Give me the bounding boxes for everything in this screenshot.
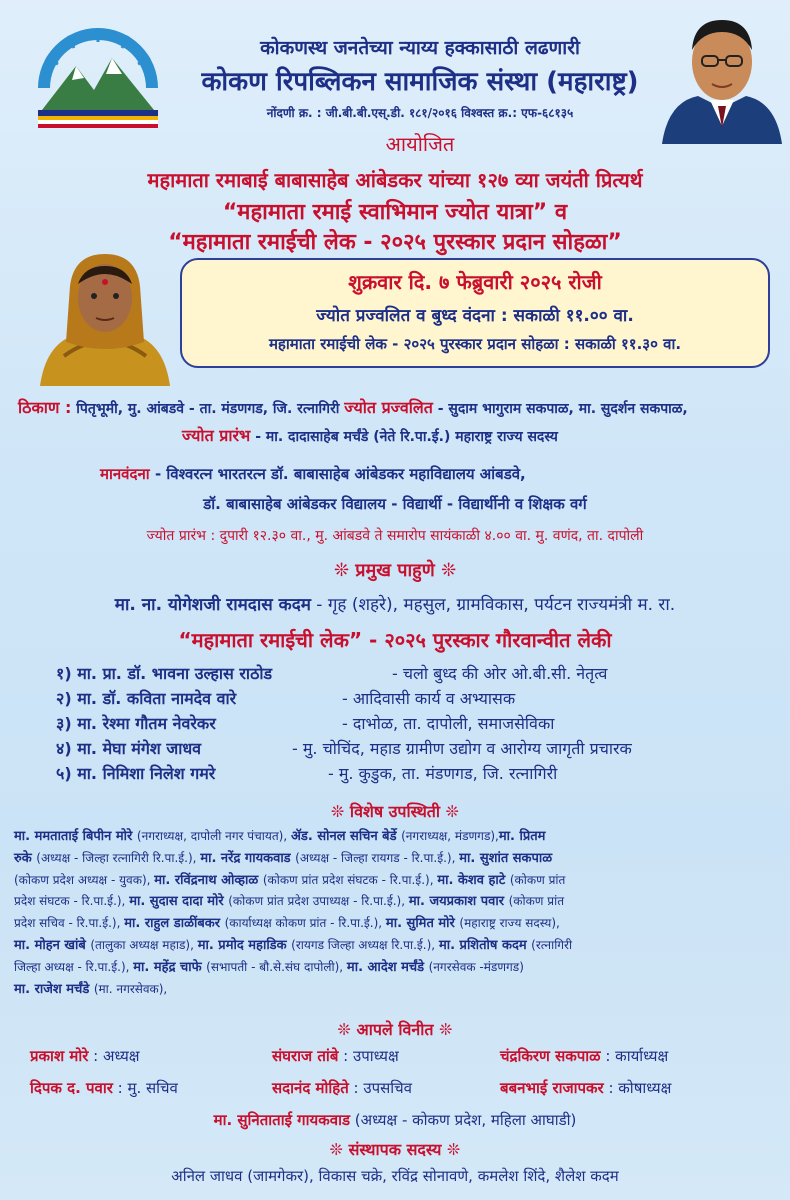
guest-name: मा. सुमित मोरे [385,916,460,932]
venue-line1 [18,396,688,418]
awardees-heading: “महामाता रमाईची लेक” - २०२५ पुरस्कार गौरवान्वीत लेकी [178,628,612,652]
team-member [500,1046,668,1066]
awardee-desc: - आदिवासी कार्य व अभ्यासक [342,689,516,708]
guest-name: मा. प्रशितोष कदम [438,937,532,953]
guest-designation: (महाराष्ट्र राज्य सदस्य), [459,916,560,931]
member-name: प्रकाश मोरे [30,1047,89,1065]
event-title-line1: महामाता रमाबाई बाबासाहेब आंबेडकर यांच्या १२७ व्या जयंती प्रित्यर्थ [147,168,643,192]
manvandana-line1 [100,464,526,484]
team-member [30,1046,140,1066]
guest-name: मा. राजेश मर्चंडे [14,981,94,997]
jyot-start-text: - मा. दादासाहेब मर्चंडे (नेते रि.पा.ई.) महाराष्ट्र राज्य सदस्य [255,429,558,445]
awardee-item [56,662,786,687]
star-icon: ❊ [441,1140,461,1159]
member-role: : कार्याध्यक्ष [605,1047,669,1065]
women-wing-name: मा. सुनिताताई गायकवाड [213,1111,350,1129]
special-guest-line [14,957,780,979]
schedule-line2: महामाता रमाईची लेक - २०२५ पुरस्कार प्रदान सोहळा : सकाळी ११.३० वा. [268,335,682,353]
awardee-item [56,687,786,712]
star-icon: ❊ [337,1020,357,1039]
awardee-name: ४) मा. मेघा मंगेश जाधव [56,739,202,758]
awardee-name: २) मा. डॉ. कविता नामदेव वारे [56,689,237,708]
event-title-line3: “महामाता रमाईची लेक - २०२५ पुरस्कार प्रदान सोहळा” [168,230,622,255]
guest-designation: (नगरसेवक -मंडणगड) [428,959,524,974]
guest-designation: (नगराध्यक्ष, दापोली नगर पंचायत), [136,829,291,843]
special-guest-line [14,913,780,935]
member-name: चंद्रकिरण सकपाळ [500,1047,601,1065]
guest-designation: (नगराध्यक्ष, मंडणगड), [401,829,499,843]
special-guests [14,826,780,1000]
awardee-desc: - दाभोळ, ता. दापोली, समाजसेविका [342,714,555,733]
route-line: ज्योत प्रारंभ : दुपारी १२.३० वा., मु. आंबडवे ते समारोप सायंकाळी ४.०० वा. मु. वणंद, ता. दापोली [146,528,644,544]
event-title-line2: “महामाता रमाई स्वाभिमान ज्योत यात्रा” व [222,200,568,225]
guest-designation: (मा. नगरसेवक), [93,981,168,996]
team-heading: आपले विनीत [356,1020,434,1039]
special-guest-line [14,870,780,892]
star-icon: ❊ [330,802,350,821]
manvandana-label: मानवंदना [100,465,150,483]
manvandana-text1: - विश्वरत्न भारतरत्न डॉ. बाबासाहेब आंबेडकर महाविद्यालय आंबडवे, [154,465,526,483]
team-member [272,1046,399,1066]
organised-label: आयोजित [385,132,455,156]
guest-name: मा. रविंद्रनाथ ओव्हाळ [154,872,263,888]
guest-designation: (तालुका अध्यक्ष महाड), [90,937,198,952]
member-name: दिपक द. पवार [30,1079,113,1097]
special-heading-row [0,800,790,822]
awardee-name: ५) मा. निमिशा निलेश गमरे [56,764,216,783]
team-member [500,1078,671,1098]
member-name: बबनभाई राजापकर [500,1079,604,1097]
awardee-desc: - मु. कुडुक, ता. मंडणगड, जि. रत्नागिरी [328,764,558,783]
awardees-list [56,662,786,787]
special-guest-line [14,935,780,957]
guest-designation: (कोकण प्रदेश अध्यक्ष - युवक), [14,872,155,887]
founders-names: अनिल जाधव (जामगेकर), विकास चक्रे, रविंद्र सोनावणे, कमलेश शिंदे, शैलेश कदम [171,1167,619,1185]
special-guest-line [14,848,780,870]
special-guest-line [14,891,780,913]
member-role: : मु. सचिव [117,1079,178,1097]
guest-designation: (कोकण प्रांत [508,894,565,909]
guest-designation: (अध्यक्ष - जिल्हा रत्नागिरी रि.पा.ई.), [36,850,201,865]
chief-guest-heading: प्रमुख पाहुणे [355,560,435,581]
venue-line2 [182,424,558,446]
team-member [272,1078,412,1098]
awardee-item [56,762,786,787]
schedule-date: शुक्रवार दि. ७ फेब्रुवारी २०२५ रोजी [348,270,602,294]
chief-guest-name: मा. ना. योगेशजी रामदास कदम [114,595,311,615]
team-member [30,1078,178,1098]
guest-designation: (कोकण प्रांत प्रदेश संघटक - रि.पा.ई.), [262,872,438,887]
registration-number: नोंदणी क्र. : जी.बी.बी.एस्.डी. १८१/२०१६ विश्वस्त क्र.: एफ-६८१३५ [266,106,574,120]
org-name: कोकण रिपब्लिकन सामाजिक संस्था (महाराष्ट्र) [201,67,639,97]
special-heading: विशेष उपस्थिती [349,802,441,821]
star-icon: ❊ [333,560,356,581]
jyot-lit-text: - सुदाम भागुराम सकपाळ, मा. सुदर्शन सकपाळ, [437,401,688,417]
chief-guest-desc: - गृह (शहरे), महसुल, ग्रामविकास, पर्यटन राज्यमंत्री म. रा. [316,595,676,615]
star-icon: ❊ [433,1020,453,1039]
guest-designation: (कार्याध्यक्ष कोकण प्रांत - रि.पा.ई.), [224,916,386,931]
guest-designation: प्रदेश सचिव - रि.पा.ई.), [14,916,125,931]
manvandana-text2: डॉ. बाबासाहेब आंबेडकर विद्यालय - विद्यार्थी - विद्यार्थीनी व शिक्षक वर्ग [203,495,587,513]
guest-designation: (रत्नागिरी [531,937,573,952]
star-icon: ❊ [329,1140,349,1159]
chief-guest-row [0,592,790,615]
chief-guest-heading-row [0,558,790,582]
guest-name: मा. मोहन खांबे [14,937,91,953]
guest-name: रुके [14,850,37,866]
guest-name: मा. आदेश मर्चंडे [346,959,429,975]
guest-designation: (अध्यक्ष - जिल्हा रायगड - रि.पा.ई.), [295,850,460,865]
schedule-line1: ज्योत प्रज्वलित व बुध्द वंदना : सकाळी ११.०० वा. [316,306,634,326]
member-role: : कोषाध्यक्ष [608,1079,672,1097]
guest-name: मा. केशव हाटे [437,872,510,888]
team-heading-row [0,1018,790,1040]
guest-name: मा. महेंद्र चाफे [133,959,207,975]
guest-name: मा. ममताताई बिपीन मोरे [14,829,137,844]
schedule-box [180,258,770,368]
guest-name: मा. सुदास दादा मोरे [129,894,229,910]
guest-designation: (कोकण प्रांत [509,872,566,887]
guest-name: मा. जयप्रकाश पवार [408,894,509,910]
guest-name: मा. राहुल डाळींबकर [124,916,225,932]
awardee-item [56,712,786,737]
member-name: संघराज तांबे [272,1047,339,1065]
member-role: : उपसचिव [353,1079,412,1097]
member-name: सदानंद मोहिते [272,1079,349,1097]
venue-text: पितृभूमी, मु. आंबडवे - ता. मंडणगड, जि. रत्नागिरी [76,401,340,417]
awardee-name: ३) मा. रेश्मा गौतम नेवरेकर [56,714,216,733]
special-guest-line [14,826,780,848]
jyot-lit-label: ज्योत प्रज्वलित [344,398,433,417]
star-icon: ❊ [440,802,460,821]
guest-name: मा. नरेंद्र गायकवाड [200,850,296,866]
star-icon: ❊ [434,560,457,581]
founders-heading-row [0,1138,790,1160]
guest-name: ॲड. सोनल सचिन बेर्डे [290,829,402,844]
special-guest-line [14,979,780,1001]
guest-designation: (सभापती - बौ.से.संघ दापोली), [206,959,347,974]
guest-designation: (कोकण प्रांत प्रदेश उपाध्यक्ष - रि.पा.ई.), [228,894,409,909]
member-role: : अध्यक्ष [93,1047,140,1065]
guest-designation: प्रदेश संघटक - रि.पा.ई.), [14,894,130,909]
guest-designation: (रायगड जिल्हा अध्यक्ष रि.पा.ई.), [291,937,439,952]
awardee-item [56,737,786,762]
guest-name: मा. प्रितम [498,829,546,844]
jyot-start-label: ज्योत प्रारंभ [182,426,251,445]
awardee-name: १) मा. प्रा. डॉ. भावना उल्हास राठोड [56,664,273,683]
women-wing-role: (अध्यक्ष - कोकण प्रदेश, महिला आघाडी) [354,1111,577,1129]
org-tagline: कोकणस्थ जनतेच्या न्याय्य हक्कासाठी लढणारी [260,37,580,59]
ramabai-portrait [34,246,176,386]
awardee-desc: - चलो बुध्द की ओर ओ.बी.सी. नेतृत्व [392,664,608,683]
founders-heading: संस्थापक सदस्य [348,1140,442,1159]
guest-name: मा. प्रमोद महाडिक [197,937,292,953]
organisation-logo [28,18,168,128]
women-wing-row [0,1110,790,1130]
guest-designation: जिल्हा अध्यक्ष - रि.पा.ई.), [14,959,134,974]
venue-label: ठिकाण : [18,398,72,417]
member-role: : उपाध्यक्ष [343,1047,399,1065]
guest-name: मा. सुशांत सकपाळ [459,850,553,866]
awardee-desc: - मु. चोचिंद, महाड ग्रामीण उद्योग व आरोग्य जागृती प्रचारक [292,739,632,758]
